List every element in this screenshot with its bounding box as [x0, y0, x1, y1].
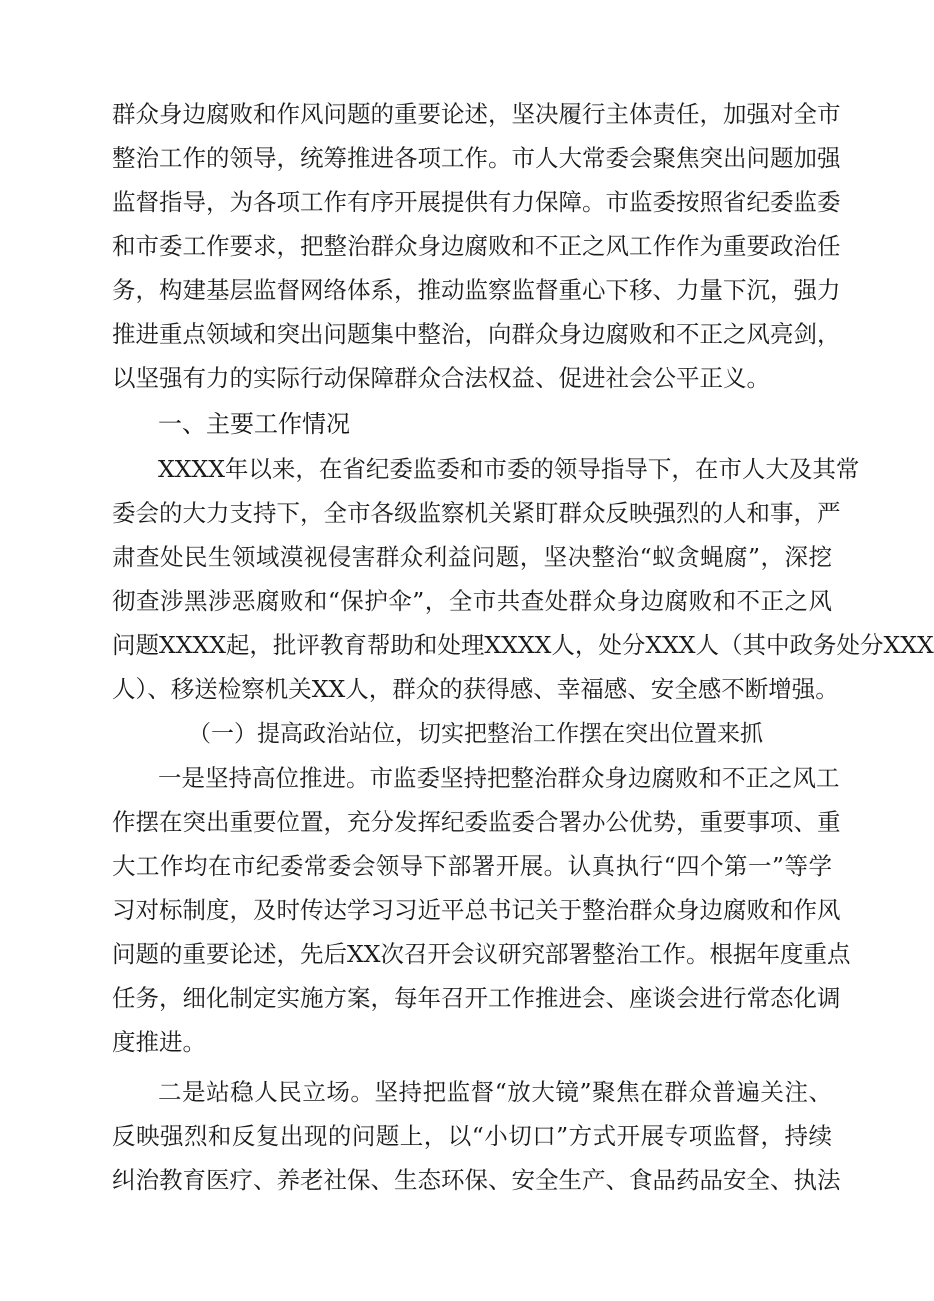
- section-paragraph-line-1: XXXX年以来，在省纪委监委和市委的领导指导下，在市人大及其常: [158, 455, 860, 483]
- subsection-para1-line-1: 一是坚持高位推进。市监委坚持把整治群众身边腐败和不正之风工: [158, 764, 840, 792]
- intro-line-5: 务，构建基层监督网络体系，推动监察监督重心下移、力量下沉，强力: [112, 276, 841, 304]
- subsection-para2-line-3: 纠治教育医疗、养老社保、生态环保、安全生产、食品药品安全、执法: [112, 1166, 841, 1194]
- section-paragraph-line-3: 肃查处民生领域漠视侵害群众利益问题，坚决整治“蚁贪蝇腐”，深挖: [112, 543, 832, 571]
- intro-line-7: 以坚强有力的实际行动保障群众合法权益、促进社会公平正义。: [112, 364, 770, 392]
- subsection-para1-line-3: 大工作均在市纪委常委会领导下部署开展。认真执行“四个第一”等学: [112, 852, 832, 880]
- section-paragraph-line-6: 人）、移送检察机关XX人，群众的获得感、幸福感、安全感不断增强。: [112, 675, 839, 703]
- section-heading: 一、主要工作情况: [158, 410, 350, 438]
- subsection-para1-line-2: 作摆在突出重要位置，充分发挥纪委监委合署办公优势，重要事项、重: [112, 808, 841, 836]
- subsection-para2-line-1: 二是站稳人民立场。坚持把监督“放大镜”聚焦在群众普遍关注、: [158, 1078, 832, 1106]
- section-paragraph-line-5: 问题XXXX起，批评教育帮助和处理XXXX人，处分XXX人（其中政务处分XXX: [112, 631, 934, 659]
- subsection-para1-line-6: 任务，细化制定实施方案，每年召开工作推进会、座谈会进行常态化调: [112, 984, 841, 1012]
- section-paragraph-line-4: 彻查涉黑涉恶腐败和“保护伞”，全市共查处群众身边腐败和不正之风: [112, 587, 832, 615]
- intro-line-2: 整治工作的领导，统筹推进各项工作。市人大常委会聚焦突出问题加强: [112, 144, 841, 172]
- section-paragraph-line-2: 委会的大力支持下，全市各级监察机关紧盯群众反映强烈的人和事，严: [112, 499, 841, 527]
- intro-line-4: 和市委工作要求，把整治群众身边腐败和不正之风工作作为重要政治任: [112, 232, 841, 260]
- intro-line-6: 推进重点领域和突出问题集中整治，向群众身边腐败和不正之风亮剑，: [112, 320, 841, 348]
- subsection-para1-line-4: 习对标制度，及时传达学习习近平总书记关于整治群众身边腐败和作风: [112, 896, 841, 924]
- subsection-para1-line-7: 度推进。: [112, 1028, 206, 1056]
- subsection-heading: （一）提高政治站位，切实把整治工作摆在突出位置来抓: [188, 721, 763, 747]
- intro-line-3: 监督指导，为各项工作有序开展提供有力保障。市监委按照省纪委监委: [112, 188, 841, 216]
- intro-line-1: 群众身边腐败和作风问题的重要论述，坚决履行主体责任，加强对全市: [112, 100, 841, 128]
- subsection-para2-line-2: 反映强烈和反复出现的问题上，以“小切口”方式开展专项监督，持续: [112, 1122, 832, 1150]
- subsection-para1-line-5: 问题的重要论述，先后XX次召开会议研究部署整治工作。根据年度重点: [112, 940, 851, 968]
